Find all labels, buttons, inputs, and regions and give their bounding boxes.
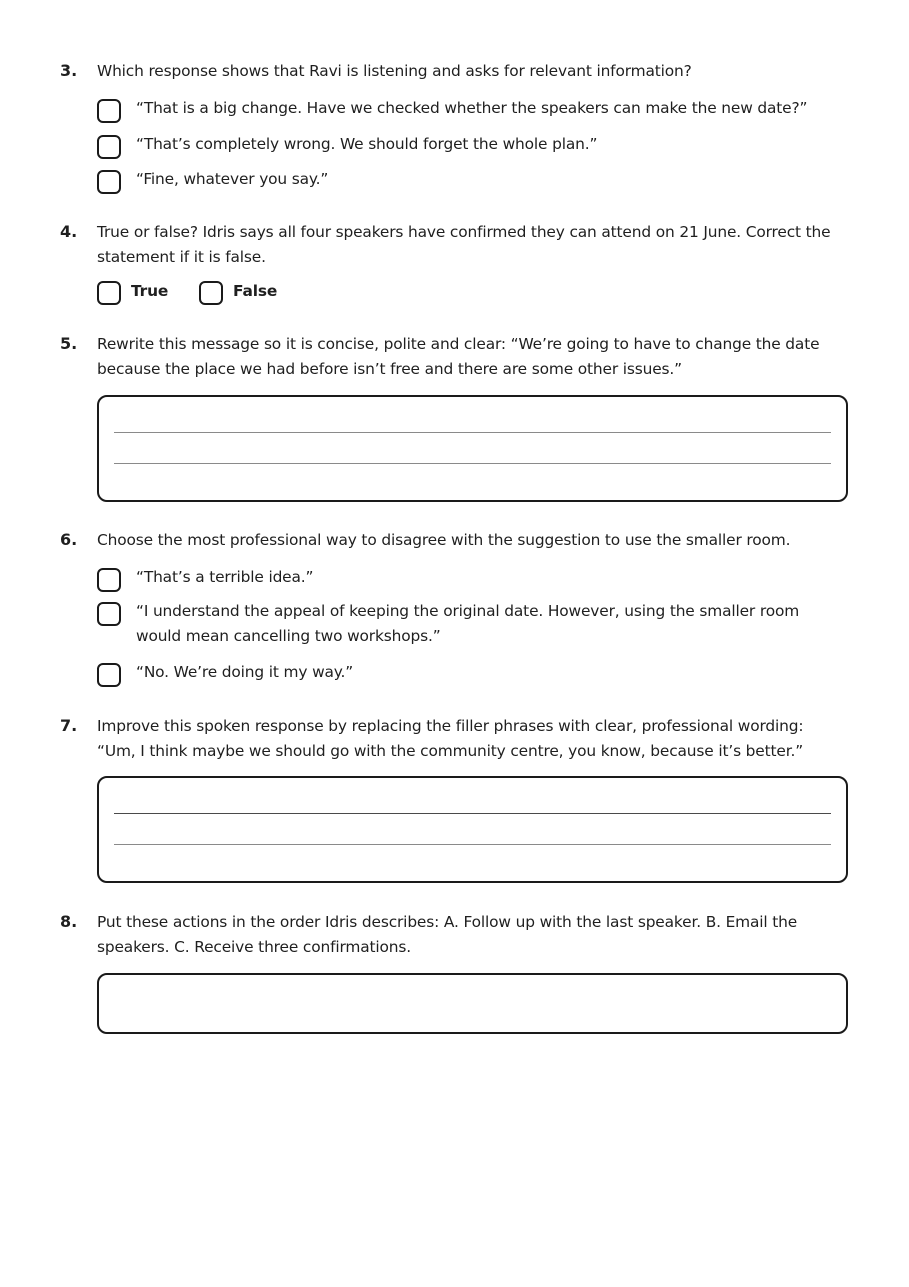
checkbox[interactable] [97,568,121,592]
checkbox[interactable] [97,281,121,305]
checkbox[interactable] [199,281,223,305]
checkbox[interactable] [97,99,121,123]
option-label: “That’s completely wrong. We should forget the whole plan.” [136,135,598,153]
question-number: 3. [60,61,78,80]
q5-answer-box[interactable] [97,395,848,502]
writing-line [114,463,831,464]
question-text: Improve this spoken response by replacing the filler phrases with clear, professional wording: “Um, I think maybe we should go with the community centre, you know, because it’s better.” [97,717,804,760]
writing-line [114,813,831,814]
question-text: True or false? Idris says all four speakers have confirmed they can attend on 21 June. Correct the statement if it is false. [97,223,831,266]
checkbox[interactable] [97,602,121,626]
question-number: 7. [60,716,78,735]
checkbox[interactable] [97,663,121,687]
writing-line [114,844,831,845]
q7-answer-box[interactable] [97,776,848,883]
question-text: Rewrite this message so it is concise, polite and clear: “We’re going to have to change the date because the place we had before isn’t free and there are some other issues.” [97,335,820,378]
question-number: 5. [60,334,78,353]
q8-answer-box[interactable] [97,973,848,1034]
option-label: False [233,282,278,300]
question-text: Choose the most professional way to disagree with the suggestion to use the smaller room. [97,531,791,549]
checkbox[interactable] [97,135,121,159]
writing-line [114,432,831,433]
option-label: “That is a big change. Have we checked whether the speakers can make the new date?” [136,99,808,117]
option-label: “No. We’re doing it my way.” [136,663,354,681]
question-number: 8. [60,912,78,931]
question-number: 6. [60,530,78,549]
option-label: “I understand the appeal of keeping the original date. However, using the smaller room would mean cancelling two workshops.” [136,602,800,645]
question-number: 4. [60,222,78,241]
option-label: “Fine, whatever you say.” [136,170,329,188]
option-label: “That’s a terrible idea.” [136,568,314,586]
checkbox[interactable] [97,170,121,194]
question-text: Put these actions in the order Idris describes: A. Follow up with the last speaker. B. Email the speakers. C. Receive three confirmations. [97,913,798,956]
option-label: True [131,282,169,300]
question-text: Which response shows that Ravi is listening and asks for relevant information? [97,62,692,80]
